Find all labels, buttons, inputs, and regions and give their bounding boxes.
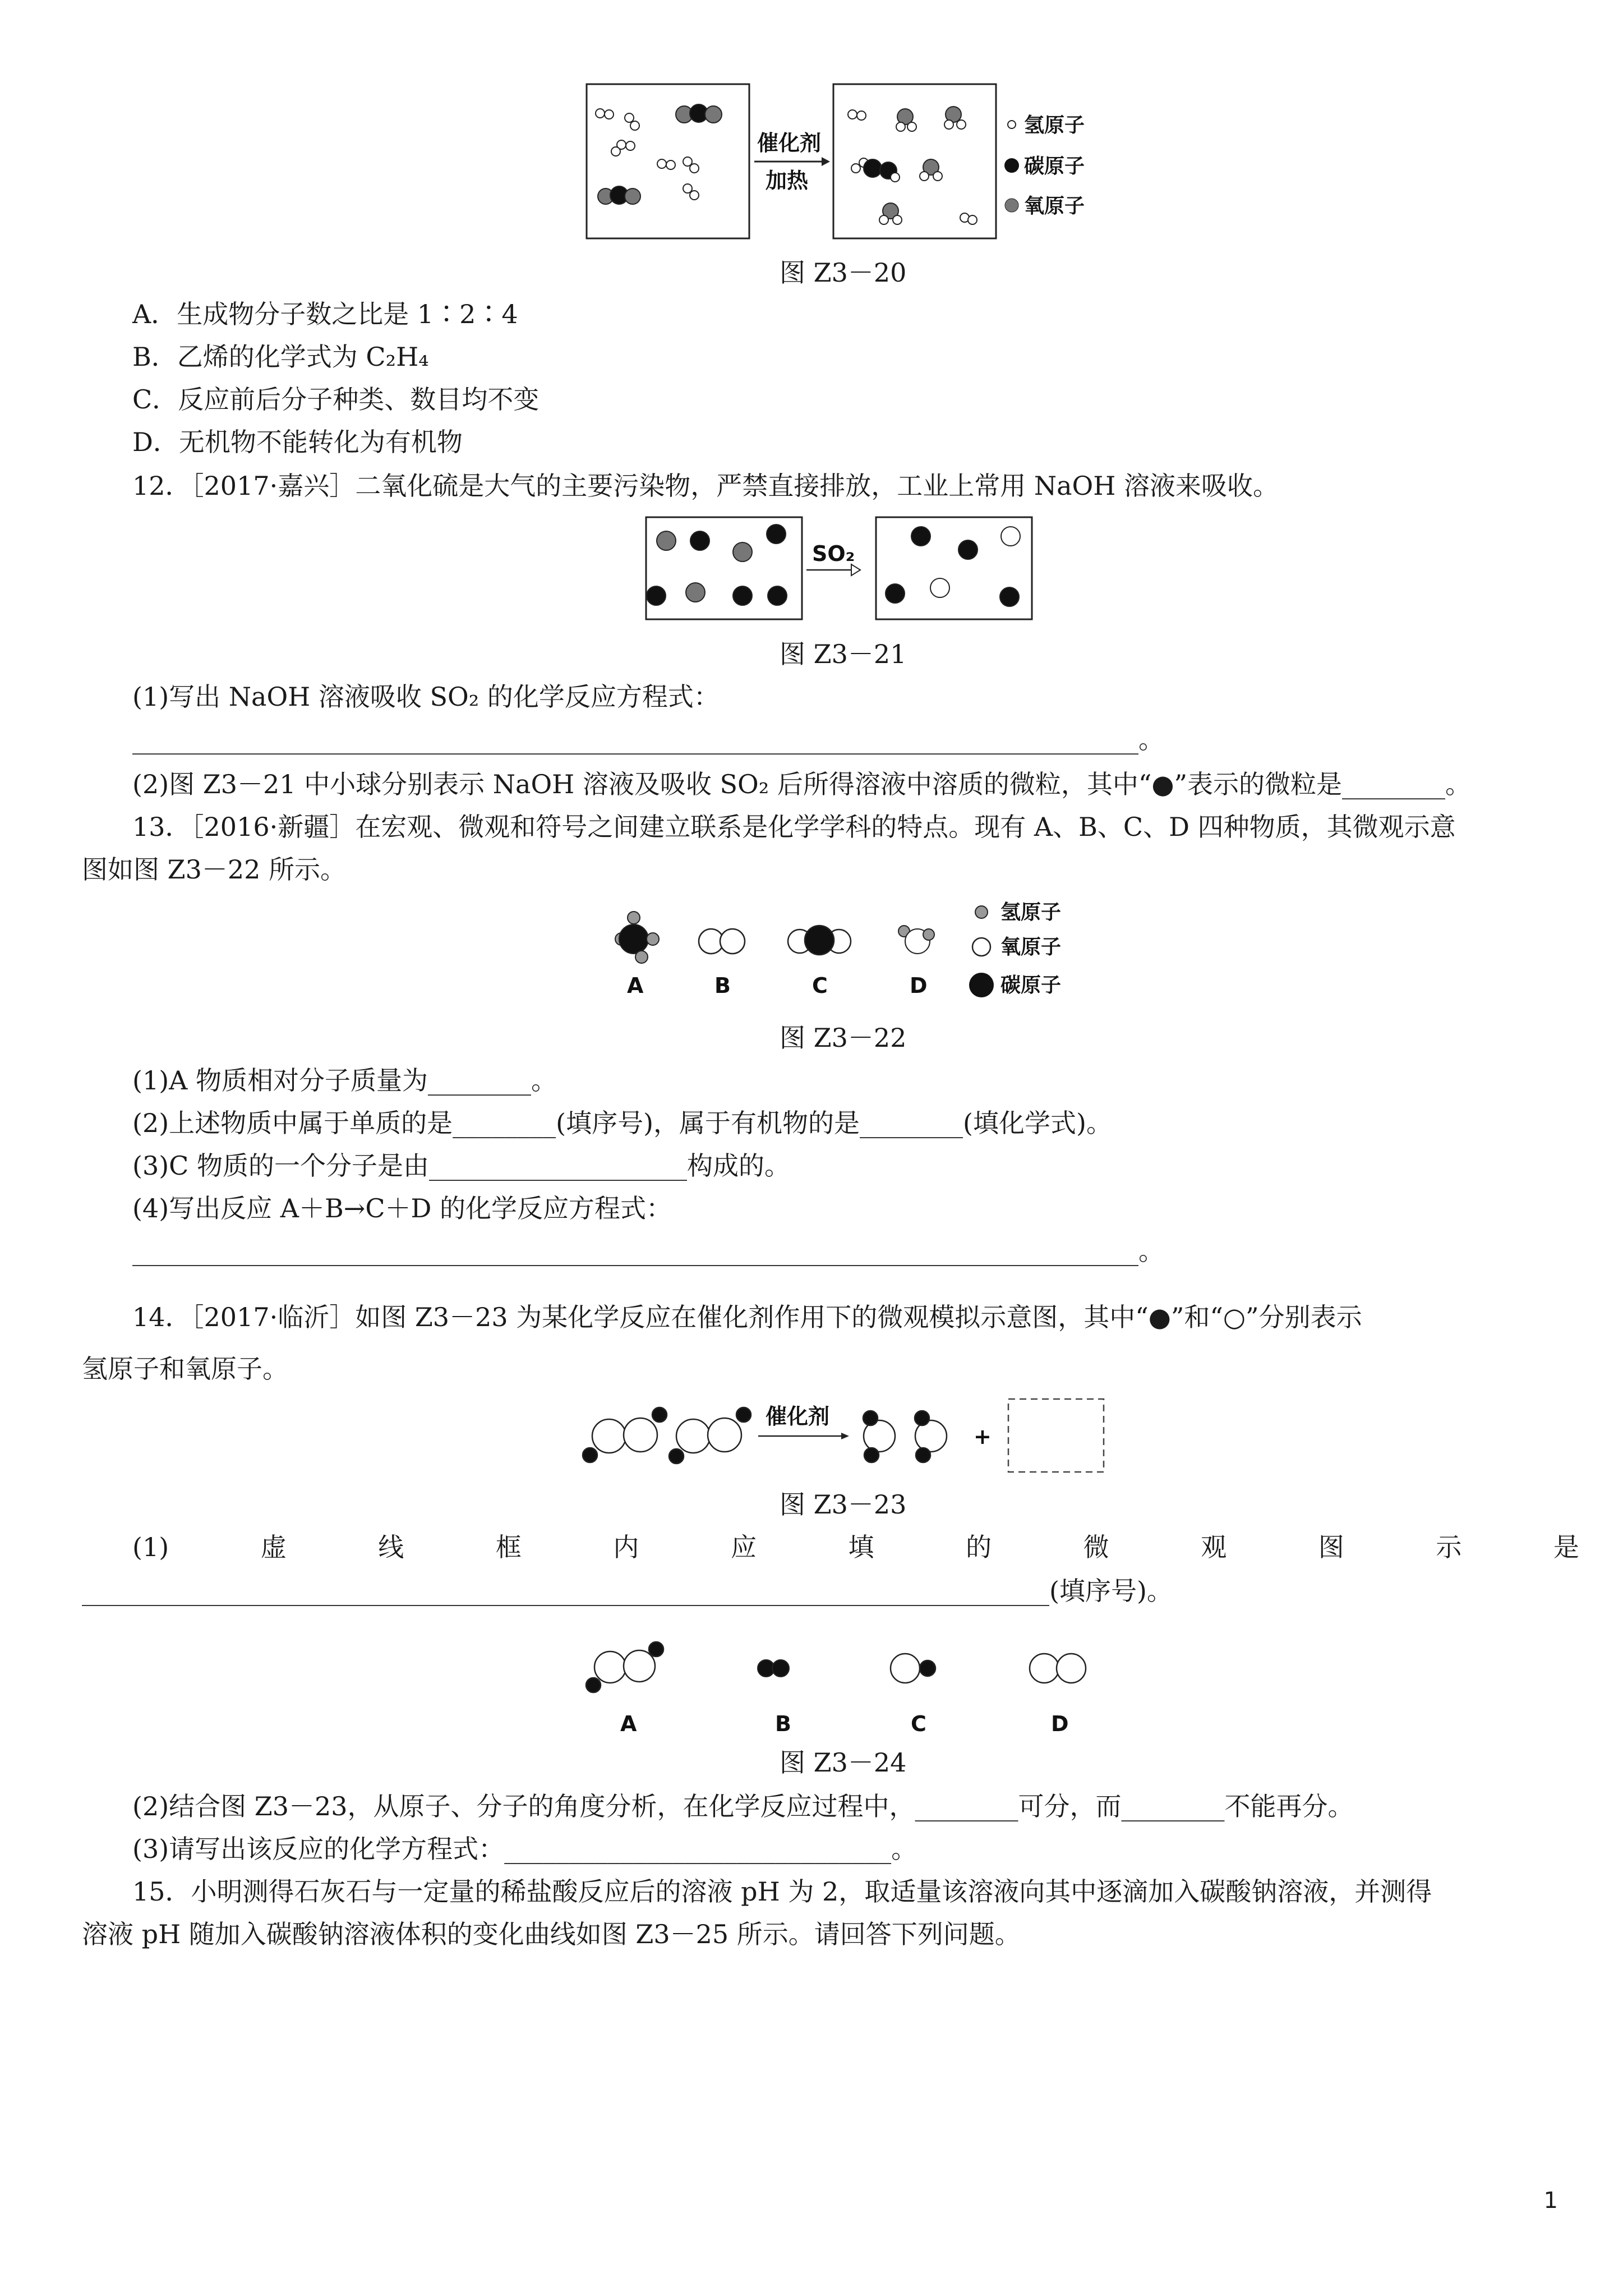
svg-text:氢原子: 氢原子 (1000, 901, 1062, 924)
heat-label: 加热 (766, 168, 809, 193)
svg-text:+: + (974, 1424, 992, 1449)
question-12-part-1: (1)写出 NaOH 溶液吸收 SO₂ 的化学反应方程式： (132, 682, 720, 712)
carbon-legend-icon (1004, 158, 1019, 173)
question-13-part-1: (1)A 物质相对分子质量为________。 (132, 1065, 557, 1096)
svg-text:氧原子: 氧原子 (1000, 936, 1062, 959)
option-c: C．反应前后分子种类、数目均不变 (132, 384, 540, 415)
blank-box (1008, 1399, 1104, 1472)
question-13-stem-2: 图如图 Z3－22 所示。 (82, 854, 347, 885)
question-14-stem-1: 14．［2017·临沂］如图 Z3－23 为某化学反应在催化剂作用下的微观模拟示意图，其中“●”和“○”分别表示 (132, 1302, 1362, 1332)
catalyst-label: 催化剂 (766, 1404, 830, 1429)
question-13-stem-1: 13．［2016·新疆］在宏观、微观和符号之间建立联系是化学学科的特点。现有 A、B、C、D 四种物质，其微观示意 (132, 812, 1456, 842)
svg-text:氢原子: 氢原子 (1024, 114, 1085, 137)
figure-z3-21 (644, 514, 1048, 626)
question-14-answer-line[interactable]: ___________________________________________________________________________(填序号)。 (82, 1576, 1173, 1606)
question-12-answer-line[interactable]: ______________________________________________________________________________。 (132, 724, 1164, 754)
question-13-answer-line[interactable]: ______________________________________________________________________________。 (132, 1236, 1164, 1266)
question-13-part-4: (4)写出反应 A＋B→C＋D 的化学反应方程式： (132, 1193, 672, 1223)
option-a: A．生成物分子数之比是 1∶2∶4 (132, 299, 518, 329)
caption-z3-23: 图 Z3－23 (780, 1489, 907, 1520)
question-14-part-1: (1) 虚 线 框 内 应 填 的 微 观 图 示 是 (132, 1532, 1579, 1562)
hydrogen-legend-icon (1008, 121, 1016, 128)
figure-z3-20 (583, 79, 1110, 247)
question-15-line-2: 溶液 pH 随加入碳酸钠溶液体积的变化曲线如图 Z3－25 所示。请回答下列问题。 (82, 1919, 1021, 1949)
svg-text:D: D (1051, 1711, 1069, 1736)
question-14-part-2: (2)结合图 Z3－23，从原子、分子的角度分析，在化学反应过程中，________可分，而________不能再分。 (132, 1791, 1354, 1821)
caption-z3-22: 图 Z3－22 (780, 1023, 907, 1053)
catalyst-label: 催化剂 (757, 131, 822, 155)
caption-z3-21: 图 Z3－21 (780, 639, 907, 669)
caption-z3-24: 图 Z3－24 (780, 1747, 907, 1778)
product-molecules (848, 107, 977, 224)
svg-text:B: B (714, 973, 731, 998)
oxygen-legend-icon (1005, 199, 1018, 212)
svg-text:C: C (812, 973, 828, 998)
figure-z3-23 (578, 1391, 1110, 1481)
svg-text:A: A (627, 973, 644, 998)
question-14-part-3: (3)请写出该反应的化学方程式：______________________________。 (132, 1834, 917, 1864)
svg-text:C: C (911, 1711, 926, 1736)
question-13-part-3: (3)C 物质的一个分子是由____________________构成的。 (132, 1151, 790, 1181)
svg-text:碳原子: 碳原子 (1000, 974, 1062, 997)
question-15-line-1: 15．小明测得石灰石与一定量的稀盐酸反应后的溶液 pH 为 2，取适量该溶液向其中逐滴加入碳酸钠溶液，并测得 (132, 1876, 1432, 1907)
question-12-stem: 12．［2017·嘉兴］二氧化硫是大气的主要污染物，严禁直接排放，工业上常用 NaOH 溶液来吸收。 (132, 471, 1279, 501)
reactant-molecules (596, 104, 722, 204)
question-12-part-2: (2)图 Z3－21 中小球分别表示 NaOH 溶液及吸收 SO₂ 后所得溶液中溶质的微粒，其中“●”表示的微粒是________。 (132, 769, 1471, 799)
svg-text:A: A (620, 1711, 637, 1736)
svg-text:D: D (910, 973, 928, 998)
svg-text:B: B (775, 1711, 791, 1736)
page-number: 1 (1543, 2188, 1558, 2214)
figure-z3-24 (578, 1616, 1127, 1739)
svg-text:氧原子: 氧原子 (1024, 195, 1085, 218)
oxygen-legend-icon (972, 938, 990, 956)
option-b: B．乙烯的化学式为 C₂H₄ (132, 342, 429, 372)
question-14-stem-2: 氢原子和氧原子。 (82, 1354, 288, 1384)
caption-z3-20: 图 Z3－20 (780, 257, 907, 288)
option-d: D．无机物不能转化为有机物 (132, 427, 463, 457)
so2-label: SO₂ (812, 541, 855, 566)
svg-text:碳原子: 碳原子 (1024, 155, 1085, 178)
figure-z3-22 (611, 898, 1105, 1010)
question-13-part-2: (2)上述物质中属于单质的是________(填序号)，属于有机物的是________(填化学式)。 (132, 1108, 1112, 1138)
hydrogen-legend-icon (975, 906, 988, 918)
carbon-legend-icon (969, 973, 994, 997)
